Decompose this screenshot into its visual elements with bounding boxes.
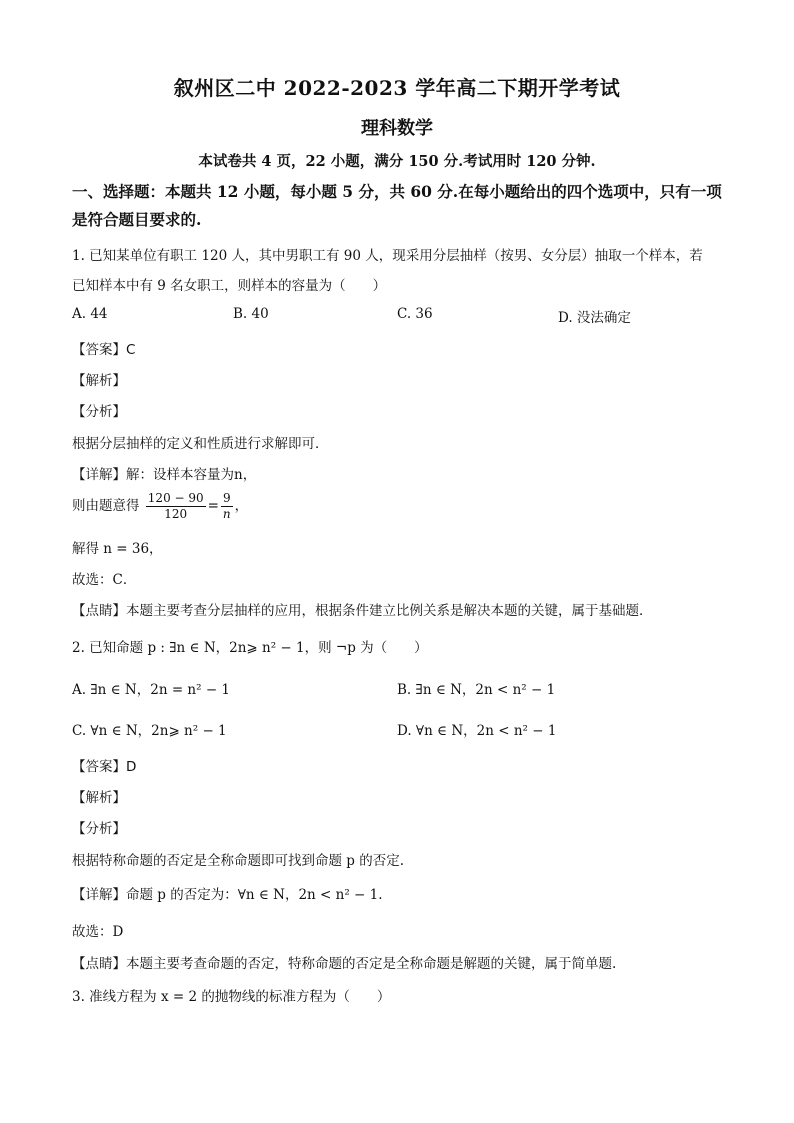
q2-option-c: C. ∀n ∈ N，2n⩾ n² − 1 <box>72 723 227 739</box>
exam-note: 本试卷共 4 页，22 小题，满分 150 分.考试用时 120 分钟. <box>198 153 596 170</box>
section-heading-line1: 一、选择题：本题共 12 小题，每小题 5 分，共 60 分.在每小题给出的四个选项中，只有一项 <box>72 182 722 201</box>
q1-option-a: A. 44 <box>72 306 108 322</box>
fraction-right-numerator: 9 <box>222 491 231 505</box>
fraction-right-denominator: n <box>222 507 231 521</box>
q2-dianjing: 【点睛】本题主要考查命题的否定，特称命题的否定是全称命题是解题的关键，属于简单题. <box>72 956 617 972</box>
section-heading-line2: 是符合题目要求的. <box>72 210 202 229</box>
fraction-left <box>146 491 206 522</box>
q2-choose: 故选：D <box>72 924 124 940</box>
q1-option-c: C. 36 <box>397 306 433 322</box>
q2-stem: 2. 已知命题 p : ∃n ∈ N，2n⩾ n² − 1，则 ¬p 为（ ） <box>72 640 428 656</box>
q1-fenxi-text: 根据分层抽样的定义和性质进行求解即可． <box>72 436 329 452</box>
q1-stem-line2: 已知样本中有 9 名女职工，则样本的容量为（ ） <box>72 278 387 294</box>
q1-dianjing: 【点睛】本题主要考查分层抽样的应用，根据条件建立比例关系是解决本题的关键，属于基础题． <box>72 603 653 619</box>
page-subtitle: 理科数学 <box>361 118 433 139</box>
q2-answer: 【答案】D <box>72 759 137 775</box>
q1-option-b: B. 40 <box>233 306 269 322</box>
q1-detail-2-suffix: ， <box>234 498 249 514</box>
q1-fenxi-label: 【分析】 <box>72 404 126 420</box>
fraction-right <box>221 491 233 522</box>
q3-stem: 3. 准线方程为 x = 2 的抛物线的标准方程为（ ） <box>72 989 391 1005</box>
q1-answer: 【答案】C <box>72 342 136 358</box>
q1-detail-4: 故选：C． <box>72 572 137 588</box>
q1-option-d: D. 没法确定 <box>558 310 631 326</box>
q1-jiexi-label: 【解析】 <box>72 373 126 389</box>
q1-detail-2: 则由题意得 $\frac{120 - 90}{120}$ = $\frac{9}{n}$ ， <box>72 491 249 521</box>
q1-detail-1: 【详解】解：设样本容量为n， <box>72 467 257 483</box>
fraction-left-numerator: 120 − 90 <box>147 491 204 505</box>
q1-detail-2-prefix: 则由题意得 <box>72 498 140 514</box>
fraction-left-denominator: 120 <box>164 507 188 521</box>
q2-option-d: D. ∀n ∈ N，2n < n² − 1 <box>397 723 557 739</box>
section-heading <box>72 178 732 234</box>
q1-detail-3: 解得 n = 36， <box>72 541 163 557</box>
q2-fenxi-label: 【分析】 <box>72 821 126 837</box>
q2-fenxi-text: 根据特称命题的否定是全称命题即可找到命题 p 的否定. <box>72 853 405 869</box>
q2-option-b: B. ∃n ∈ N，2n < n² − 1 <box>397 682 556 698</box>
q2-detail: 【详解】命题 p 的否定为：∀n ∈ N，2n < n² − 1. <box>72 887 383 903</box>
page-title: 叙州区二中 2022-2023 学年高二下期开学考试 <box>173 76 621 100</box>
q2-jiexi-label: 【解析】 <box>72 790 126 806</box>
q1-stem-line1: 1. 已知某单位有职工 120 人，其中男职工有 90 人，现采用分层抽样（按男、女分层）抽取一个样本，若 <box>72 248 703 264</box>
q2-option-a: A. ∃n ∈ N，2n = n² − 1 <box>72 682 231 698</box>
